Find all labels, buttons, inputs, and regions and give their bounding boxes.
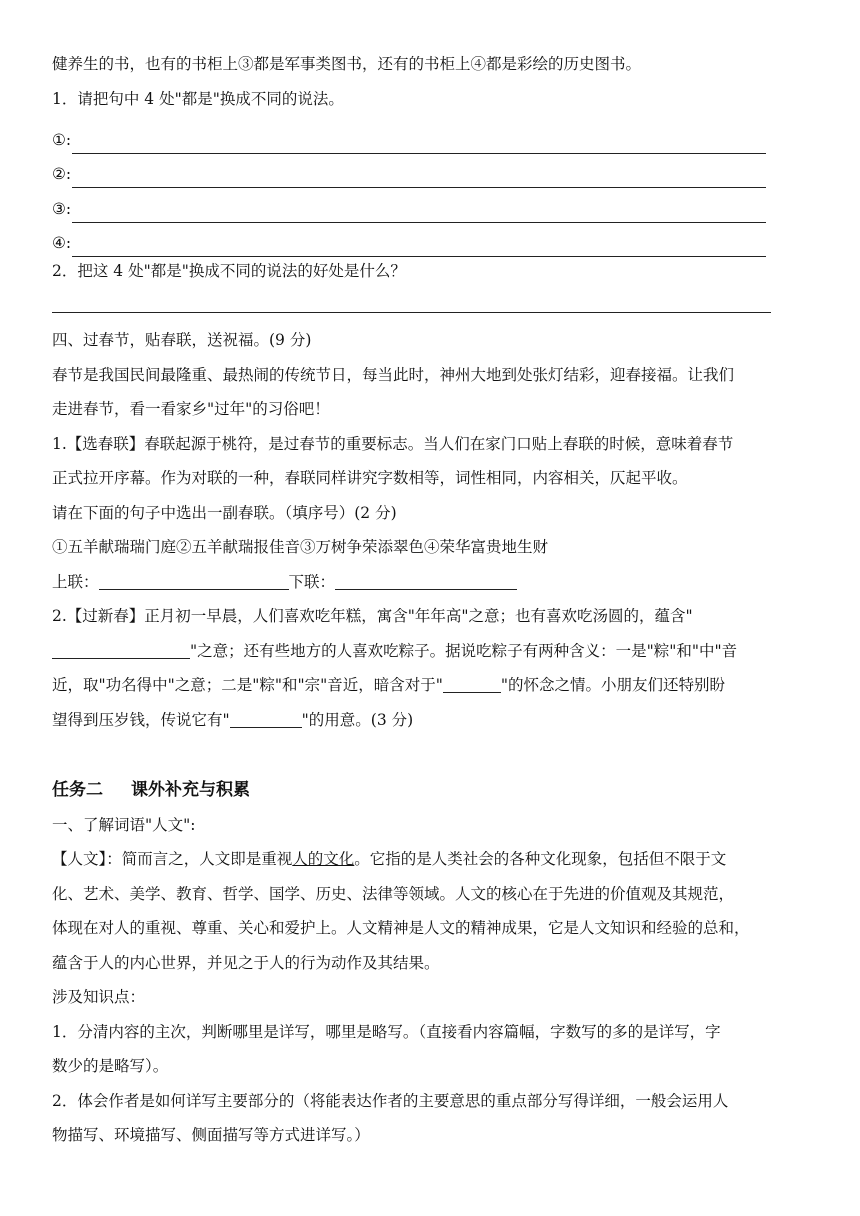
knowledge-point-1-b: 数少的是略写）。 [52, 1057, 169, 1075]
item-1-text-2: 正式拉开序幕。作为对联的一种，春联同样讲究字数相等，词性相同，内容相关，仄起平收。 [52, 469, 688, 487]
upper-couplet-blank[interactable] [99, 573, 289, 590]
item-2-text-4a: 望得到压岁钱，传说它有" [52, 710, 230, 729]
zongzi-remembrance-blank[interactable] [443, 676, 501, 693]
renwen-definition-2: 化、艺术、美学、教育、哲学、国学、历史、法律等领域。人文的核心在于先进的价值观及其规范， [52, 884, 735, 903]
knowledge-points-label: 涉及知识点： [52, 988, 146, 1006]
section-4-intro-1: 春节是我国民间最隆重、最热闹的传统节日，每当此时，神州大地到处张灯结彩，迎春接福。让我们 [52, 365, 735, 384]
lucky-money-meaning-blank[interactable] [230, 711, 302, 728]
intro-line: 健养生的书，也有的书柜上③都是军事类图书，还有的书柜上④都是彩绘的历史图书。 [52, 55, 642, 73]
answer-blank-4[interactable] [72, 236, 766, 257]
item-2-text-3-row [52, 671, 812, 706]
renwen-definition-1: 【人文】：简而言之，人文即是重视人的文化。它指的是人类社会的各种文化现象，包括但不限于文 [52, 850, 727, 868]
task-2-title: 课外补充与积累 [131, 780, 250, 800]
lower-couplet-label: 下联： [288, 572, 336, 591]
item-2-text-3b: "的怀念之情。小朋友们还特别盼 [500, 676, 726, 694]
item-1-task: 请在下面的句子中选出一副春联。（填序号）(2 分) [52, 503, 397, 522]
upper-couplet-label: 上联： [52, 572, 99, 591]
answer-blank-2[interactable] [72, 167, 766, 188]
task-2-number: 任务二 [52, 780, 103, 800]
answer-blank-1[interactable] [72, 133, 766, 154]
answer-row-4 [52, 223, 812, 258]
answer-row-1 [52, 119, 812, 154]
renwen-definition-3: 体现在对人的重视、尊重、关心和爱护上。人文精神是人文的精神成果，它是人文知识和经验的总和， [52, 919, 750, 937]
section-4-intro-2: 走进春节，看一看家乡"过年"的习俗吧！ [52, 400, 330, 418]
question-2-answer-blank[interactable] [52, 292, 771, 313]
item-2-text-4-row [52, 706, 812, 741]
lower-couplet-blank[interactable] [335, 573, 517, 590]
answer-label-4: ④: [52, 234, 72, 252]
underlined-term: 人的文化 [292, 850, 355, 868]
worksheet-page [52, 50, 812, 1156]
answer-label-1: ①: [52, 130, 72, 149]
answer-row-2 [52, 154, 812, 189]
section-4-title: 四、过春节，贴春联，送祝福。(9 分) [52, 331, 312, 349]
item-2-text-2: "之意；还有些地方的人喜欢吃粽子。据说吃粽子有两种含义：一是"粽"和"中"音 [190, 641, 738, 660]
question-2: 2．把这 4 处"都是"换成不同的说法的好处是什么？ [52, 262, 406, 280]
couplet-answer-row [52, 568, 812, 603]
answer-blank-3[interactable] [72, 202, 766, 223]
renwen-definition-4: 蕴含于人的内心世界，并见之于人的行为动作及其结果。 [52, 953, 440, 972]
item-1-text-1: 1.【选春联】春联起源于桃符，是过春节的重要标志。当人们在家门口贴上春联的时候，意味着春节 [52, 434, 734, 453]
item-2-text-4b: "的用意。(3 分) [301, 710, 414, 729]
answer-row-3 [52, 188, 812, 223]
item-2-text-2-row [52, 637, 812, 672]
tangyuan-meaning-blank[interactable] [52, 642, 190, 659]
item-2-text-1: 2.【过新春】正月初一早晨，人们喜欢吃年糕，寓含"年年高"之意；也有喜欢吃汤圆的，蕴含" [52, 607, 693, 625]
knowledge-point-1-a: 1．分清内容的主次，判断哪里是详写，哪里是略写。（直接看内容篇幅，字数写的多的是详写，字 [52, 1022, 721, 1041]
question-1: 1．请把句中 4 处"都是"换成不同的说法。 [52, 89, 344, 108]
answer-label-3: ③: [52, 199, 72, 218]
question-2-answer-row [52, 292, 812, 327]
item-1-options: ①五羊献瑞瑞门庭②五羊献瑞报佳音③万树争荣添翠色④荣华富贵地生财 [52, 538, 549, 556]
task-2-heading [52, 776, 812, 811]
item-2-text-3a: 近，取"功名得中"之意；二是"粽"和"宗"音近，暗含对于" [52, 676, 443, 694]
knowledge-point-2-b: 物描写、环境描写、侧面描写等方式进详写。） [52, 1126, 370, 1144]
knowledge-point-2-a: 2．体会作者是如何详写主要部分的（将能表达作者的主要意思的重点部分写得详细，一般会运用人 [52, 1091, 729, 1110]
task-2-sub-1: 一、了解词语"人文": [52, 815, 196, 834]
answer-label-2: ②: [52, 165, 72, 183]
section-spacer [52, 740, 812, 776]
